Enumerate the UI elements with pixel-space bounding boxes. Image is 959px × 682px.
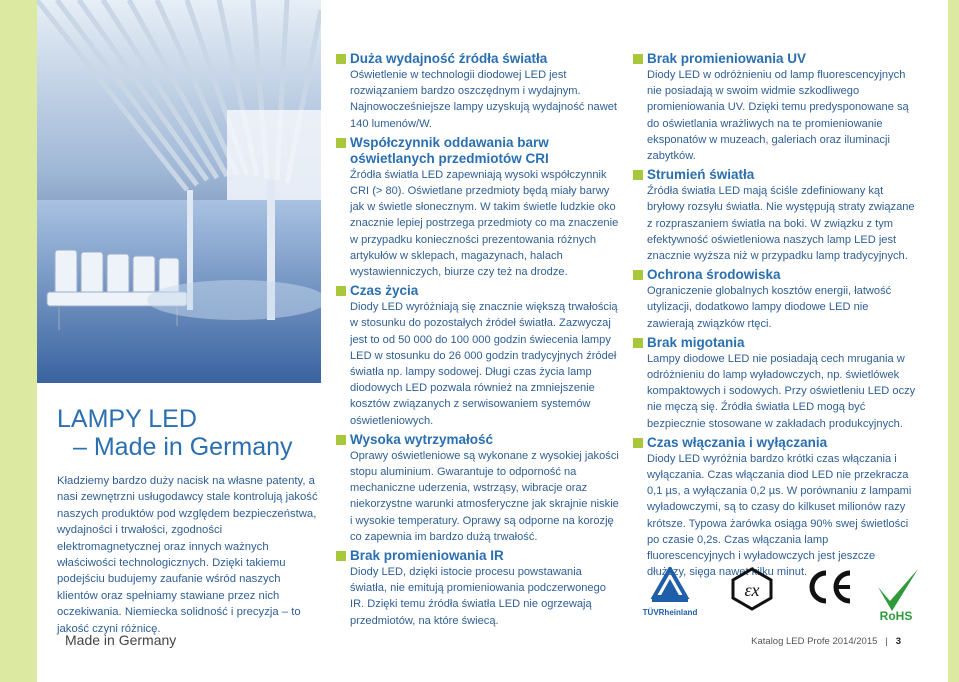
section-durability [336, 432, 619, 545]
intro-paragraph: Kładziemy bardzo duży nacisk na własne patenty, a nasi zewnętrzni usługodawcy stale kontrolują jakość naszych produktów pod względem bezpieczeństwa, wydajności i trwałości, zgodności elektromagnetycznej oraz innych ważnych właściwości technologicznych. Dzięki takiemu podejściu budujemy zaufanie wśród naszych klientów oraz spełniamy stawiane przez nich oczekiwania. Niemiecka solidność i precyzja – to jakość czyni różnicę. [57, 475, 318, 635]
section-cri [336, 135, 619, 280]
hero-photo [37, 0, 321, 383]
footer-made-in-germany: Made in Germany [65, 632, 177, 648]
section-title: Współczynnik oddawania barw oświetlanych przedmiotów CRI [350, 134, 549, 166]
features-column-2 [633, 51, 916, 583]
svg-text:εx: εx [744, 580, 760, 600]
bullet-square-icon [633, 170, 643, 180]
section-body: Lampy diodowe LED nie posiadają cech mrugania w odróżnieniu do lamp wyładowczych, np. świetlówek kompaktowych i sodowych. Przy oświetleniu LED oczy nie męczą się. Źródła światła LED mogą być bezpiecznie stosowane w zakładach produkcyjnych. [647, 352, 916, 430]
footer-separator: | [885, 636, 888, 647]
section-body: Źródła światła LED mają ściśle zdefiniowany kąt bryłowy rozsyłu światła. Nie występują straty związane z rozpraszaniem światła na boki. W związku z tym efektywność oświetleniowa naszych lamp LED jest znacznie wyższa niż w przypadku lamp tradycyjnych. [647, 185, 915, 263]
title-line-1: LAMPY LED [57, 405, 197, 433]
section-body: Diody LED w odróżnieniu od lamp fluorescencyjnych nie posiadają w swoim widmie szkodliwego promieniowania UV. Dzięki temu predysponowane są do oświetlania wrażliwych na te promieniowanie eksponatów w muzeach, galeriach oraz iluminacji zabytków. [647, 69, 909, 163]
bullet-square-icon [633, 270, 643, 280]
section-body: Ograniczenie globalnych kosztów energii, łatwość utylizacji, dodatkowo lampy diodowe LED nie zawierają związków rtęci. [647, 285, 892, 330]
section-title: Brak promieniowania IR [350, 548, 504, 564]
section-title: Czas życia [350, 283, 419, 299]
section-title: Czas włączania i wyłączania [647, 434, 828, 450]
section-body: Źródła światła LED zapewniają wysoki współczynnik CRI (> 80). Oświetlane przedmioty będą miały barwy jak w świetle słonecznym. W takim świetle ludzkie oko znacznie lepiej postrzega przedmioty co ma znaczenie w przypadku konieczności prezentowania różnych artykułów w sklepach, magazynach, halach wystawienniczych, biurze czy też na drodze. [350, 168, 619, 279]
page-number: 3 [895, 636, 901, 647]
certification-logos [638, 567, 923, 622]
section-title: Ochrona środowiska [647, 267, 781, 283]
section-lifetime [336, 283, 619, 429]
section-title: Brak migotania [647, 334, 745, 350]
bullet-square-icon [336, 54, 346, 64]
title-line-2: – Made in Germany [73, 433, 293, 461]
bullet-square-icon [633, 438, 643, 448]
section-title: Strumień światła [647, 167, 755, 183]
section-body: Diody LED, dzięki istocie procesu powstawania światła, nie emitują promieniowania podczerwonego IR. Dzięki temu źródła światła LED nie ogrzewają przedmiotów, na które świecą. [350, 566, 606, 627]
section-body: Oprawy oświetleniowe są wykonane z wysokiej jakości stopu aluminium. Gwarantuje to odporność na mechaniczne uderzenia, wstrząsy, wibracje oraz niekorzystne warunki atmosferyczne jak skrajnie niskie i wysokie temperatury. Oprawy są odporne na korozję co zapewnia im bardzo dużą trwałość. [350, 449, 619, 543]
rohs-logo [874, 567, 922, 628]
section-light-flux [633, 167, 916, 264]
section-no-ir [336, 548, 619, 629]
section-environment [633, 267, 916, 332]
section-no-flicker [633, 335, 916, 432]
bullet-square-icon [633, 338, 643, 348]
bullet-square-icon [336, 138, 346, 148]
section-body: Diody LED wyróżnia bardzo krótki czas włączania i wyłączania. Czas włączania diod LED nie przekracza 0,1 µs, a wyłączania 0,2 µs. W porównaniu z lampami wyładowczymi, są to czasy do kilkuset milionów razy krótsze. Typowa żarówka osiąga 90% swej świetlości po czasie 0,2s. Czas włączania lamp fluorescencyjnych i wyładowczych jest jeszcze dłuższy, sięga nawet kilku minut. [647, 452, 912, 579]
section-body: Diody LED wyróżniają się znacznie większą trwałością w stosunku do pozostałych źródeł światła. Zazwyczaj jest to od 50 000 do 100 000 godzin świecenia lampy LED w stosunku do 26 000 godzin tradycyjnych źródeł światła np. lampy sodowej. Długi czas życia lamp diodowych LED pozwala również na zmniejszenie kosztów związanych z serwisowaniem systemów oświetleniowych. [350, 301, 618, 427]
tuv-text: TÜVRheinland [642, 608, 698, 617]
ex-atex-icon [730, 567, 774, 616]
section-title: Duża wydajność źródła światła [350, 51, 548, 66]
bullet-square-icon [336, 435, 346, 445]
tuv-rheinland-logo [638, 567, 702, 628]
footer-catalog-info [751, 636, 901, 647]
bullet-square-icon [633, 54, 643, 64]
bullet-square-icon [336, 551, 346, 561]
section-no-uv [633, 51, 916, 164]
catalog-name: Katalog LED Profe 2014/2015 [751, 636, 878, 647]
left-accent-bar [0, 0, 37, 682]
section-source-efficiency [336, 51, 619, 132]
ce-mark-icon [806, 567, 854, 612]
section-body: Oświetlenie w technologii diodowej LED jest rozwiązaniem bardzo oszczędnym i wydajnym. Najnowocześniejsze lampy uzyskują wydajność nawet 140 lumenów/W. [350, 69, 617, 130]
page-title [57, 405, 327, 461]
section-title: Brak promieniowania UV [647, 51, 807, 66]
rohs-text: RoHS [879, 609, 913, 623]
section-title: Wysoka wytrzymałość [350, 431, 494, 447]
features-column-1 [336, 51, 619, 632]
bullet-square-icon [336, 286, 346, 296]
section-switching-time [633, 435, 916, 581]
right-accent-bar [948, 0, 959, 682]
